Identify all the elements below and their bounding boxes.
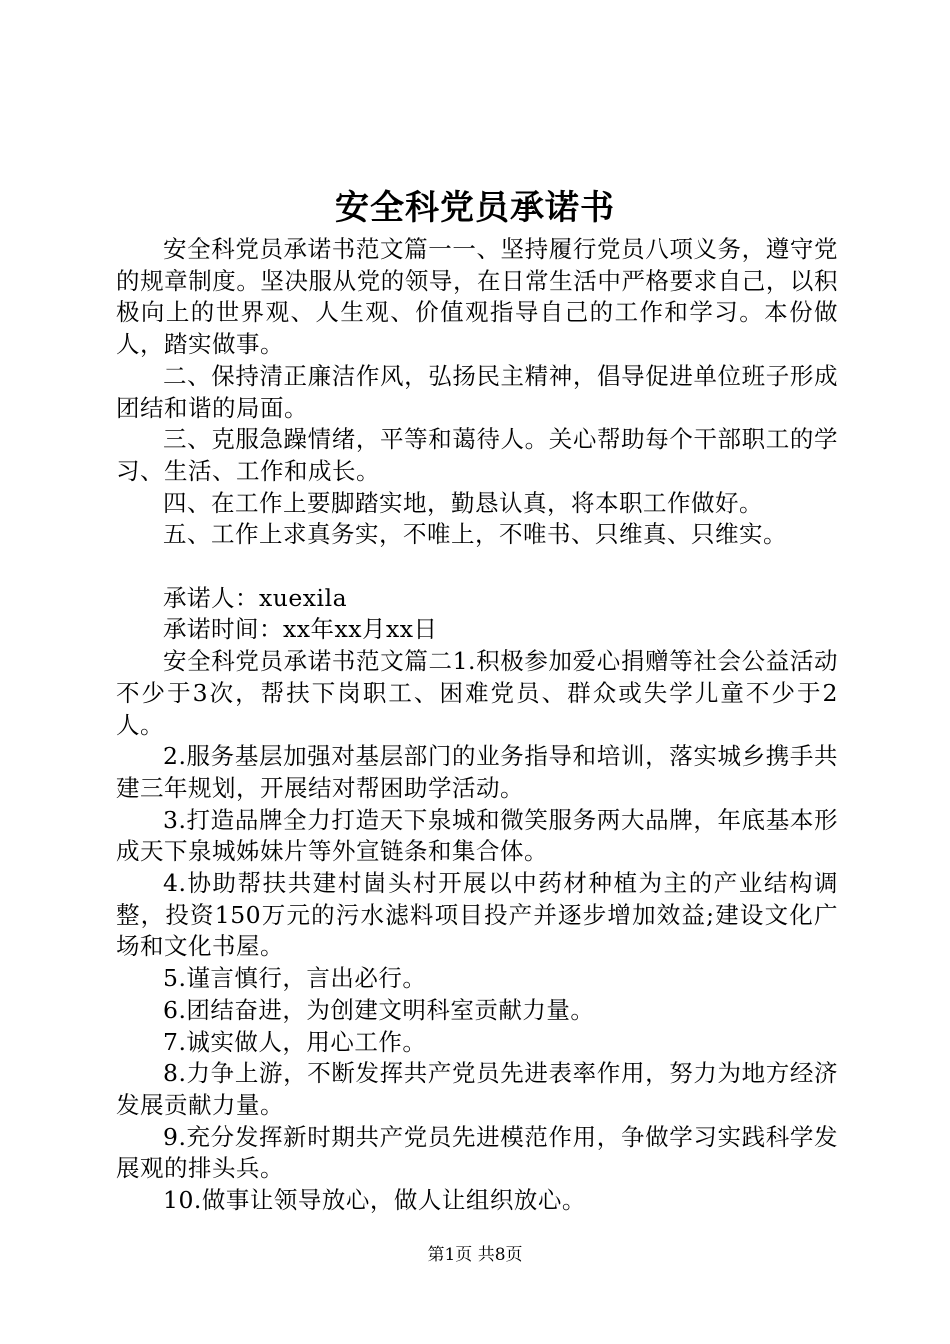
document-body [116,234,838,1217]
paragraph: 7.诚实做人，用心工作。 [163,1027,427,1056]
paragraph: 6.团结奋进，为创建文明科室贡献力量。 [163,995,595,1024]
paragraph: 安全科党员承诺书范文篇一一、坚持履行党员八项义务，遵守党的规章制度。坚决服从党的领导，在日常生活中严格要求自己，以积极向上的世界观、人生观、价值观指导自己的工作和学习。本份做人，踏实做事。 [116,235,838,359]
paragraph: 安全科党员承诺书范文篇二1.积极参加爱心捐赠等社会公益活动不少于3次，帮扶下岗职工、困难党员、群众或失学儿童不少于2人。 [116,647,838,739]
paragraph: 三、克服急躁情绪，平等和蔼待人。关心帮助每个干部职工的学习、生活、工作和成长。 [116,425,838,485]
paragraph: 五、工作上求真务实，不唯上，不唯书、只维真、只维实。 [163,520,787,549]
blank-line [116,551,838,583]
paragraph: 3.打造品牌全力打造天下泉城和微笑服务两大品牌，年底基本形成天下泉城姊妹片等外宣链条和集合体。 [116,805,838,866]
paragraph: 8.力争上游，不断发挥共产党员先进表率作用，努力为地方经济发展贡献力量。 [116,1059,838,1119]
document-title: 安全科党员承诺书 [335,188,615,228]
signer-line: 承诺人：xuexila [163,583,348,612]
paragraph: 4.协助帮扶共建村崮头村开展以中药材种植为主的产业结构调整，投资150万元的污水滤料项目投产并逐步增加效益;建设文化广场和文化书屋。 [116,869,838,961]
paragraph: 9.充分发挥新时期共产党员先进模范作用，争做学习实践科学发展观的排头兵。 [116,1122,838,1183]
paragraph: 二、保持清正廉洁作风，弘扬民主精神，倡导促进单位班子形成团结和谐的局面。 [116,361,838,422]
date-line: 承诺时间：xx年xx月xx日 [163,615,438,644]
paragraph: 2.服务基层加强对基层部门的业务指导和培训，落实城乡携手共建三年规划，开展结对帮困助学活动。 [116,742,838,802]
page-footer: 第1页 共8页 [427,1245,523,1265]
paragraph: 5.谨言慎行，言出必行。 [163,964,427,993]
paragraph: 四、在工作上要脚踏实地，勤恳认真，将本职工作做好。 [163,488,763,517]
paragraph: 10.做事让领导放心，做人让组织放心。 [163,1186,586,1215]
